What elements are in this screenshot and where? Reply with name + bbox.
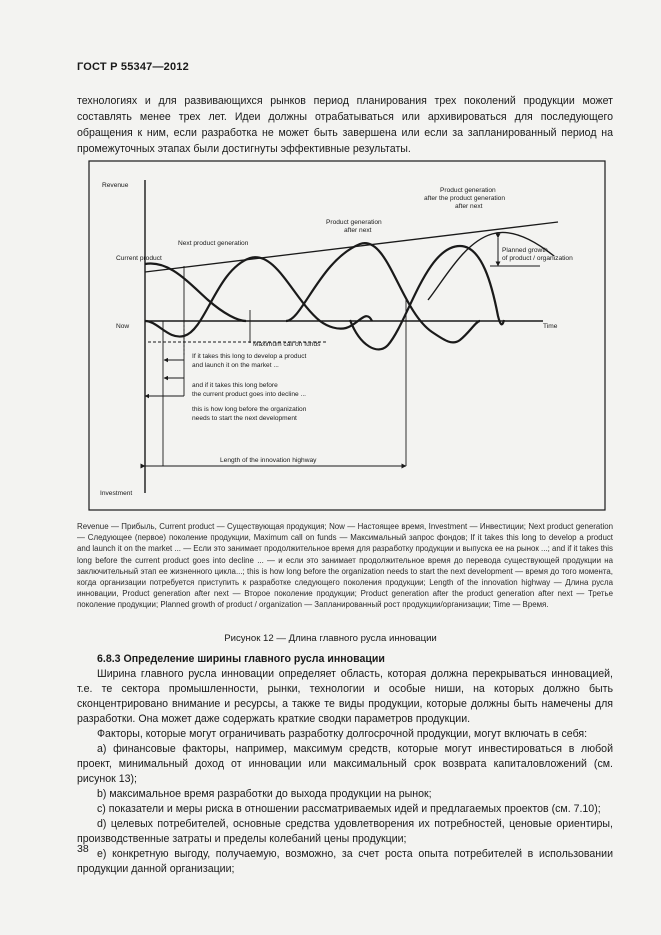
list-item: b) максимальное время разработки до выхода продукции на рынок; <box>97 788 432 800</box>
current-product-label: Current product <box>116 255 162 262</box>
section-paragraph: Ширина главного русла инновации определяет область, которая должна перекрываться инновацией, т.е. те сектора промышленности, рынки, технологии и особые ниши, на которых должно быть сконцентрировано внимание и ресурсы, а также те виды продукции, которые должны быть намечены для разработки. Она может даже содержать краткие сводки параметров продукции. <box>77 668 613 725</box>
gen-after-next-curve <box>286 243 480 342</box>
list-item: c) показатели и меры риска в отношении рассматриваемых идей и предлагаемых проектов (см. 7.10); <box>97 803 601 815</box>
third-generation-curve <box>350 246 504 349</box>
decline-label-2: the current product goes into decline ... <box>192 391 306 398</box>
next-gen-label: Next product generation <box>178 240 249 247</box>
list-item: d) целевых потребителей, основные средства удовлетворения их потребностей, ценовые ориентиры, производственные затраты и пределы колебаний цены продукции; <box>77 818 613 845</box>
next-generation-curve <box>145 257 372 336</box>
list-item: e) конкретную выгоду, получаемую, возможно, за счет роста опыта потребителей в использовании продукции данной организации; <box>77 848 613 875</box>
figure-legend: Revenue — Прибыль, Current product — Существующая продукция; Now — Настоящее время, Investment — Инвестиции; Next product generation — Следующее (первое) поколение продукции, Maximum call on funds — Максимальный запрос фондов; If it takes this long to develop a product and launch it on the market ... — Если это занимает продолжительное время для разработку продукции и выпуска ее на рынок ...; and if it takes this long before the current product goes into decline ... — и если это занимает продолжительное время до перевода существующей продукции на заключительный этап ее жизненного цикла...; this is how long before the organization needs to start the next development — время до того момента, когда организации потребуется приступить к разработке следующего поколения продукции; Length of the innovation highway — Длина русла инновации, Product generation after next — Второе поколение продукции; Product generation after the product generation after next — Третье поколение продукции; Planned growth of product / organization — Запланированный рост продукции/организации; Time — Время. <box>77 522 613 610</box>
document-header: ГОСТ Р 55347—2012 <box>77 61 189 73</box>
list-item: а) финансовые факторы, например, максимум средств, которые могут инвестироваться в любой проект, минимальный доход от инновации или максимальный срок возврата капиталовложений (см. рисунок 13); <box>77 743 613 785</box>
page-number: 38 <box>77 843 89 855</box>
highway-label: Length of the innovation highway <box>220 457 317 464</box>
planned-growth-label-2: of product / organization <box>502 255 573 262</box>
section-paragraph: Факторы, которые могут ограничивать разработку долгосрочной продукции, могут включать в себя: <box>97 728 588 740</box>
gen-after-after-label-2: after the product generation <box>424 195 506 202</box>
gen-after-after-label-1: Product generation <box>440 187 496 194</box>
figure-caption: Рисунок 12 — Длина главного русла инновации <box>224 633 437 644</box>
gen-after-next-label-1: Product generation <box>326 219 382 226</box>
gen-after-next-label-2: after next <box>344 227 372 234</box>
revenue-label: Revenue <box>102 182 129 189</box>
max-call-label: Maximum call on funds <box>253 341 321 348</box>
section-6-8-3 <box>77 652 613 877</box>
intro-paragraph: технологиях и для развивающихся рынков период планирования трех поколений продукции может составлять менее трех лет. Идеи должны отрабатываться или архивироваться для последующего обращения к ним, если разработка не может быть завершена или если за запланированный период на промежуточных этапах были достигнуты эффективные результаты. <box>77 95 613 155</box>
develop-label-2: and launch it on the market ... <box>192 362 279 369</box>
section-heading: 6.8.3 Определение ширины главного русла инновации <box>97 653 385 665</box>
investment-label: Investment <box>100 490 133 497</box>
figure-12-diagram <box>88 160 606 511</box>
develop-label-1: If it takes this long to develop a product <box>192 353 307 360</box>
time-label: Time <box>543 323 558 330</box>
planned-growth-label-1: Planned growth <box>502 247 548 254</box>
org-label-1: this is how long before the organization <box>192 406 307 413</box>
gen-after-after-label-3: after next <box>455 203 483 210</box>
figure-frame <box>89 161 605 510</box>
org-label-2: needs to start the next development <box>192 415 297 422</box>
decline-label-1: and if it takes this long before <box>192 382 278 389</box>
now-label: Now <box>116 323 130 330</box>
